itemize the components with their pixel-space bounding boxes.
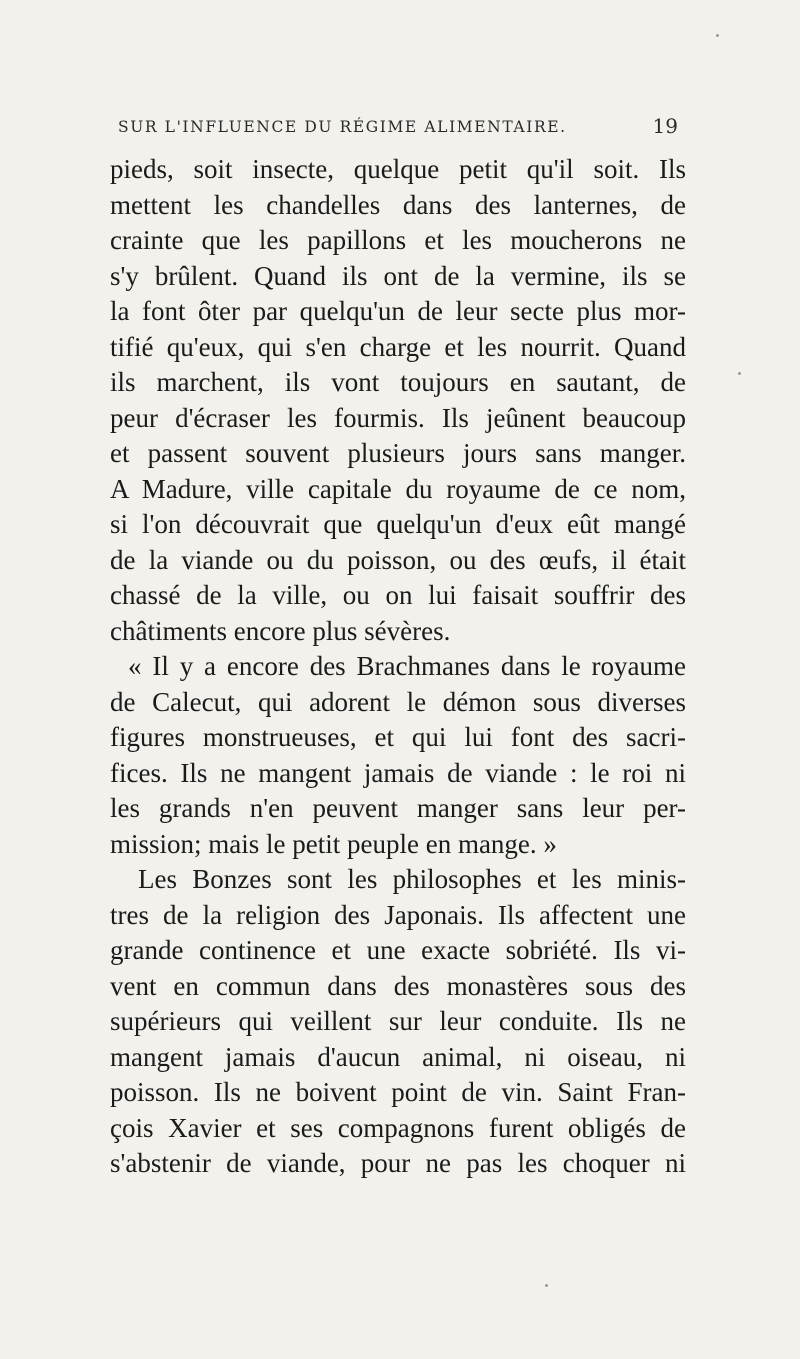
text-line: pieds, soit insecte, quelque petit qu'il soit. Ils [110,154,686,184]
text-line: Les Bonzes sont les philosophes et les minis- [138,864,686,894]
paper-speck [545,1284,548,1287]
text-line: châtiments encore plus sévères. [110,615,451,646]
text-line: mettent les chandelles dans des lanternes, de [110,189,686,220]
text-line: crainte que les papillons et les moucherons ne [110,225,686,255]
running-title: SUR L'INFLUENCE DU RÉGIME ALIMENTAIRE. [118,118,567,136]
text-line: tifié qu'eux, qui s'en charge et les nourrit. Quand [110,331,686,362]
text-line: peur d'écraser les fourmis. Ils jeûnent beaucoup [110,402,686,433]
text-line: les grands n'en peuvent manger sans leur per- [110,793,686,823]
running-head [118,112,678,146]
paper-speck [716,34,719,37]
paper-speck [738,372,741,375]
text-line: s'abstenir de viande, pour ne pas les choquer ni [110,1148,686,1178]
text-line: fices. Ils ne mangent jamais de viande : le roi ni [110,757,686,788]
text-line: mangent jamais d'aucun animal, ni oiseau, ni [110,1041,686,1072]
text-line: grande continence et une exacte sobriété. Ils vi- [110,935,686,965]
text-line: et passent souvent plusieurs jours sans manger. [110,438,686,468]
text-line: poisson. Ils ne boivent point de vin. Saint Fran- [110,1077,686,1107]
text-line: mission; mais le petit peuple en mange. » [110,828,557,859]
page-number: 19 [652,114,678,138]
text-line: s'y brûlent. Quand ils ont de la vermine, ils se [110,260,686,291]
text-line: si l'on découvrait que quelqu'un d'eux eût mangé [110,509,686,539]
text-line: de la viande ou du poisson, ou des œufs, il était [110,544,686,575]
text-line: « Il y a encore des Brachmanes dans le royaume [128,651,686,681]
text-line: la font ôter par quelqu'un de leur secte plus mor- [110,296,686,326]
text-line: A Madure, ville capitale du royaume de ce nom, [110,473,686,504]
text-line: de Calecut, qui adorent le démon sous diverses [110,686,686,717]
text-line: figures monstrueuses, et qui lui font des sacri- [110,722,686,752]
text-line: chassé de la ville, ou on lui faisait souffrir des [110,580,686,610]
text-line: supérieurs qui veillent sur leur conduite. Ils ne [110,1006,686,1036]
text-line: tres de la religion des Japonais. Ils affectent une [110,899,686,930]
text-line: çois Xavier et ses compagnons furent obligés de [110,1112,686,1143]
text-line: ils marchent, ils vont toujours en sautant, de [110,367,686,397]
text-line: vent en commun dans des monastères sous des [110,970,686,1001]
body-text [110,152,686,1182]
